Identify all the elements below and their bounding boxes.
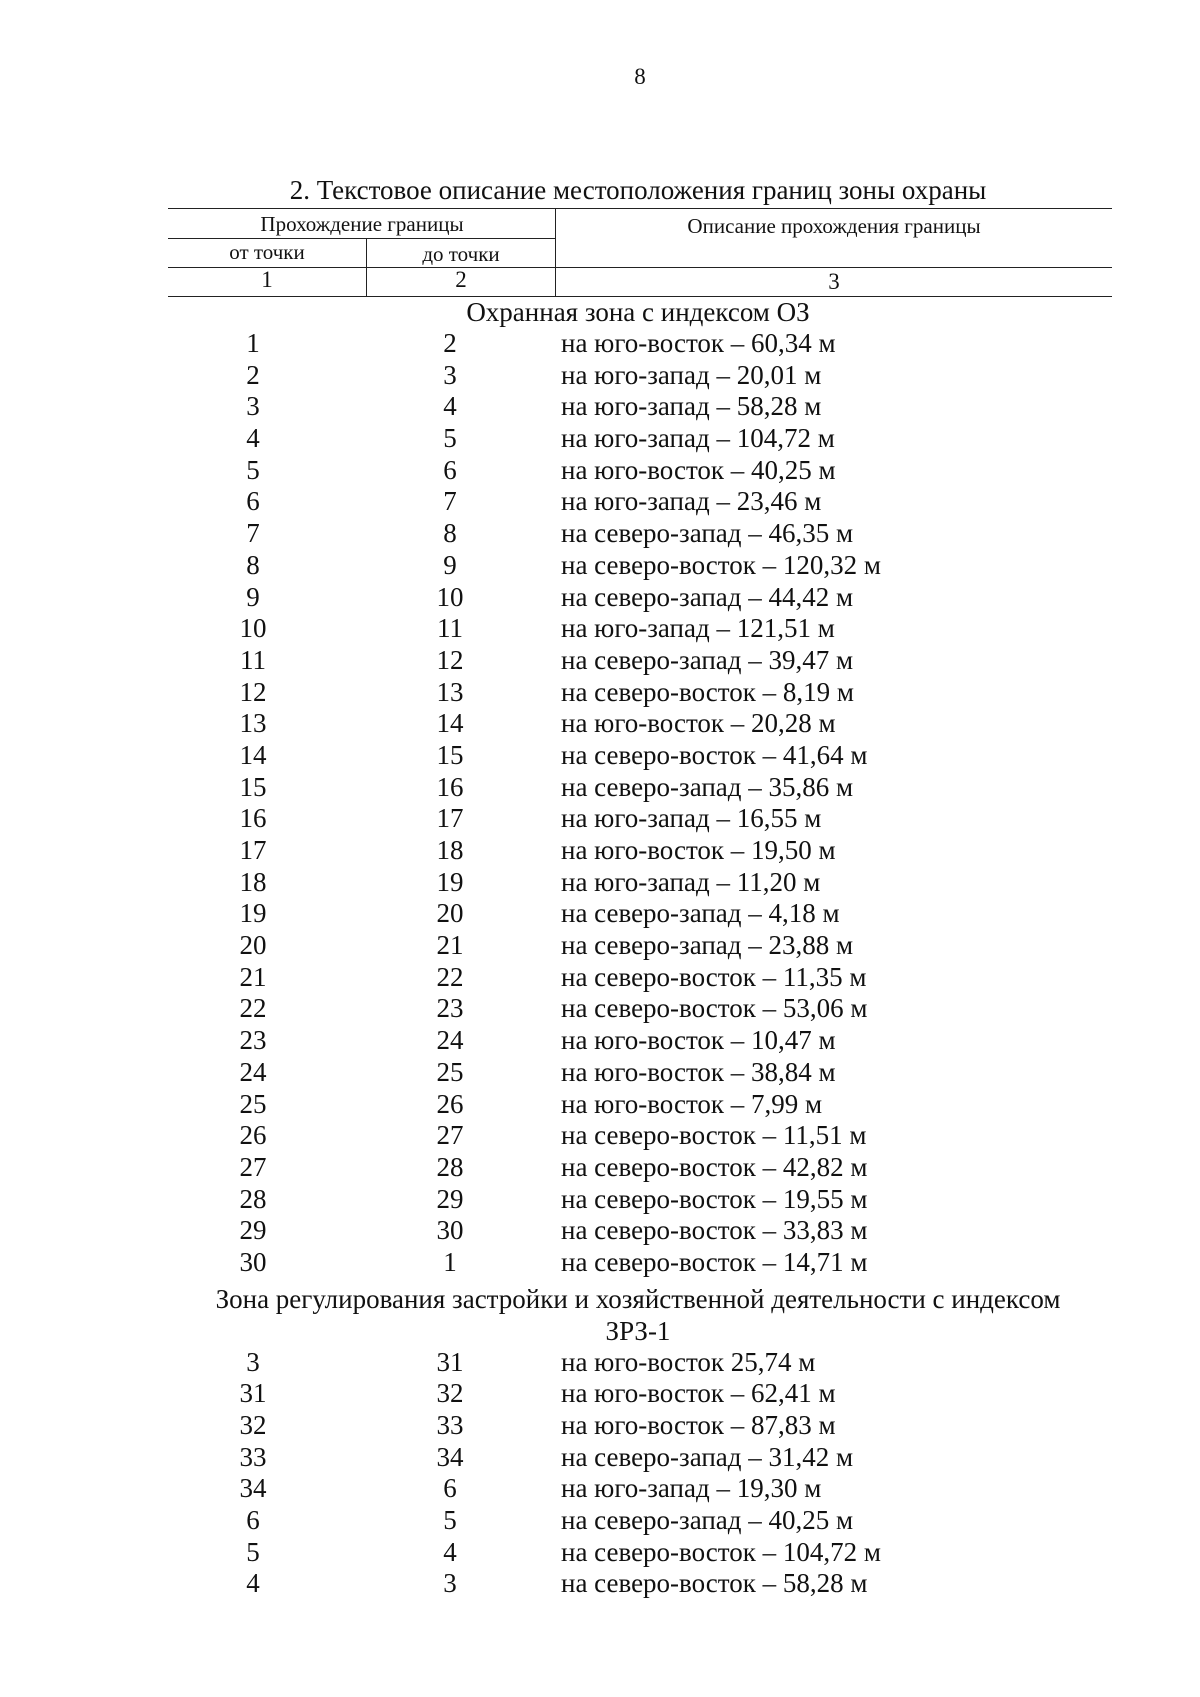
from-point-cell: 34: [239, 1473, 267, 1504]
table-row: [168, 1025, 1108, 1057]
header-to-point: до точки: [422, 242, 500, 266]
table-row: [168, 423, 1108, 455]
to-point-cell: 4: [443, 1536, 457, 1567]
from-point-cell: 29: [239, 1215, 267, 1246]
header-top-rule: [168, 208, 1112, 209]
from-point-cell: 33: [239, 1441, 267, 1472]
table-row: [168, 803, 1108, 835]
from-point-cell: 5: [246, 1536, 260, 1567]
table-row: [168, 328, 1108, 360]
description-cell: на северо-восток – 120,32 м: [561, 549, 881, 580]
header-passage: Прохождение границы: [260, 212, 464, 236]
to-point-cell: 25: [436, 1056, 464, 1087]
from-point-cell: 31: [239, 1378, 267, 1409]
table-row: [168, 962, 1108, 994]
description-cell: на юго-восток – 10,47 м: [561, 1025, 836, 1056]
description-cell: на северо-восток – 53,06 м: [561, 993, 868, 1024]
to-point-cell: 6: [443, 454, 457, 485]
table-row: [168, 898, 1108, 930]
table-row: [168, 1215, 1108, 1247]
to-point-cell: 21: [436, 930, 464, 961]
from-point-cell: 3: [246, 1346, 260, 1377]
description-cell: на юго-восток – 60,34 м: [561, 328, 836, 358]
table-row: [168, 1184, 1108, 1216]
from-point-cell: 23: [239, 1025, 267, 1056]
header-col-num-3: 3: [828, 269, 840, 294]
from-point-cell: 7: [246, 518, 260, 549]
from-point-cell: 28: [239, 1183, 267, 1214]
description-cell: на северо-запад – 31,42 м: [561, 1441, 854, 1472]
zone-oz-rows: [168, 328, 1108, 1279]
description-cell: на северо-восток – 11,51 м: [561, 1120, 867, 1151]
description-cell: на северо-запад – 44,42 м: [561, 581, 854, 612]
from-point-cell: 14: [239, 739, 267, 770]
description-cell: на северо-восток – 41,64 м: [561, 739, 868, 770]
table-row: [168, 645, 1108, 677]
to-point-cell: 20: [436, 898, 464, 929]
description-cell: на юго-запад – 58,28 м: [561, 391, 822, 422]
to-point-cell: 18: [436, 835, 464, 865]
table-row: [168, 455, 1108, 487]
from-point-cell: 24: [239, 1056, 267, 1087]
from-point-cell: 8: [246, 549, 260, 580]
table-row: [168, 1247, 1108, 1279]
table-row: [168, 1505, 1108, 1537]
header-sub-rule: [168, 238, 556, 239]
from-point-cell: 25: [239, 1088, 267, 1119]
from-point-cell: 20: [239, 930, 267, 961]
from-point-cell: 4: [246, 423, 260, 454]
from-point-cell: 6: [246, 486, 260, 517]
zone-title-oz: Охранная зона с индексом ОЗ: [466, 297, 810, 327]
table-row: [168, 582, 1108, 614]
to-point-cell: 16: [436, 771, 464, 802]
table-row: [168, 993, 1108, 1025]
from-point-cell: 27: [239, 1151, 267, 1182]
to-point-cell: 19: [436, 866, 464, 897]
to-point-cell: 2: [443, 328, 457, 358]
to-point-cell: 11: [437, 613, 463, 644]
to-point-cell: 34: [436, 1441, 464, 1472]
description-cell: на юго-запад – 104,72 м: [561, 423, 835, 454]
table-row: [168, 930, 1108, 962]
description-cell: на юго-запад – 23,46 м: [561, 486, 822, 517]
to-point-cell: 27: [436, 1120, 464, 1151]
description-cell: на северо-запад – 39,47 м: [561, 644, 854, 675]
header-col-num-1: 1: [261, 267, 273, 292]
header-col-num-2: 2: [455, 267, 467, 292]
to-point-cell: 3: [443, 1568, 457, 1599]
table-row: [168, 1442, 1108, 1474]
table-row: [168, 867, 1108, 899]
table-row: [168, 518, 1108, 550]
to-point-cell: 30: [436, 1215, 464, 1246]
to-point-cell: 24: [436, 1025, 464, 1056]
to-point-cell: 13: [436, 676, 464, 707]
from-point-cell: 18: [239, 866, 267, 897]
from-point-cell: 13: [239, 708, 267, 739]
description-cell: на северо-запад – 4,18 м: [561, 898, 840, 929]
to-point-cell: 8: [443, 518, 457, 549]
table-row: [168, 360, 1108, 392]
to-point-cell: 10: [436, 581, 464, 612]
from-point-cell: 1: [246, 328, 260, 358]
description-cell: на северо-восток – 33,83 м: [561, 1215, 868, 1246]
description-cell: на юго-запад – 19,30 м: [561, 1473, 822, 1504]
from-point-cell: 19: [239, 898, 267, 929]
description-cell: на юго-запад – 16,55 м: [561, 803, 822, 834]
table-row: [168, 1410, 1108, 1442]
description-cell: на северо-запад – 23,88 м: [561, 930, 854, 961]
from-point-cell: 10: [239, 613, 267, 644]
page-number: 8: [634, 64, 646, 89]
from-point-cell: 5: [246, 454, 260, 485]
from-point-cell: 2: [246, 359, 260, 390]
to-point-cell: 9: [443, 549, 457, 580]
to-point-cell: 26: [436, 1088, 464, 1119]
to-point-cell: 12: [436, 644, 464, 675]
table-row: [168, 1152, 1108, 1184]
table-row: [168, 550, 1108, 582]
zone-title-zrz-line2: ЗРЗ-1: [605, 1315, 671, 1346]
description-cell: на юго-восток – 38,84 м: [561, 1056, 836, 1087]
table-row: [168, 835, 1108, 867]
description-cell: на юго-восток – 7,99 м: [561, 1088, 823, 1119]
from-point-cell: 11: [240, 644, 266, 675]
zone-zrz-rows: [168, 1347, 1108, 1601]
to-point-cell: 5: [443, 1505, 457, 1536]
to-point-cell: 3: [443, 359, 457, 390]
description-cell: на юго-восток – 87,83 м: [561, 1410, 836, 1440]
from-point-cell: 15: [239, 771, 267, 802]
description-cell: на юго-запад – 121,51 м: [561, 613, 835, 644]
description-cell: на северо-восток – 11,35 м: [561, 961, 867, 992]
table-row: [168, 1089, 1108, 1121]
table-row: [168, 613, 1108, 645]
from-point-cell: 21: [239, 961, 267, 992]
table-row: [168, 1568, 1108, 1600]
table-row: [168, 1057, 1108, 1089]
from-point-cell: 12: [239, 676, 267, 707]
description-cell: на юго-восток – 20,28 м: [561, 708, 836, 739]
to-point-cell: 15: [436, 739, 464, 770]
table-row: [168, 708, 1108, 740]
table-row: [168, 1378, 1108, 1410]
description-cell: на юго-запад – 20,01 м: [561, 359, 822, 390]
from-point-cell: 16: [239, 803, 267, 834]
to-point-cell: 22: [436, 961, 464, 992]
to-point-cell: 1: [443, 1246, 457, 1277]
description-cell: на северо-запад – 46,35 м: [561, 518, 854, 549]
to-point-cell: 6: [443, 1473, 457, 1504]
to-point-cell: 23: [436, 993, 464, 1024]
to-point-cell: 29: [436, 1183, 464, 1214]
to-point-cell: 5: [443, 423, 457, 454]
from-point-cell: 26: [239, 1120, 267, 1151]
description-cell: на северо-запад – 35,86 м: [561, 771, 854, 802]
table-row: [168, 1120, 1108, 1152]
to-point-cell: 33: [436, 1410, 464, 1440]
table-row: [168, 772, 1108, 804]
table-row: [168, 1347, 1108, 1379]
from-point-cell: 30: [239, 1246, 267, 1277]
description-cell: на юго-восток – 62,41 м: [561, 1378, 836, 1409]
to-point-cell: 14: [436, 708, 464, 739]
to-point-cell: 28: [436, 1151, 464, 1182]
zone-title-zrz: Зона регулирования застройки и хозяйственной деятельности с индексом: [215, 1283, 1061, 1314]
from-point-cell: 22: [239, 993, 267, 1024]
description-cell: на юго-восток 25,74 м: [561, 1346, 816, 1377]
boundary-table-body: [168, 296, 1108, 1600]
table-row: [168, 391, 1108, 423]
from-point-cell: 32: [239, 1410, 267, 1440]
description-cell: на северо-восток – 42,82 м: [561, 1151, 868, 1182]
to-point-cell: 4: [443, 391, 457, 422]
to-point-cell: 7: [443, 486, 457, 517]
from-point-cell: 6: [246, 1505, 260, 1536]
table-row: [168, 486, 1108, 518]
from-point-cell: 4: [246, 1568, 260, 1599]
description-cell: на северо-запад – 40,25 м: [561, 1505, 854, 1536]
description-cell: на юго-восток – 40,25 м: [561, 454, 836, 485]
table-row: [168, 1473, 1108, 1505]
from-point-cell: 17: [239, 835, 267, 865]
section-heading: 2. Текстовое описание местоположения границ зоны охраны: [289, 175, 987, 205]
from-point-cell: 9: [246, 581, 260, 612]
description-cell: на северо-восток – 58,28 м: [561, 1568, 868, 1599]
to-point-cell: 31: [436, 1346, 464, 1377]
description-cell: на северо-восток – 8,19 м: [561, 676, 854, 707]
table-row: [168, 677, 1108, 709]
description-cell: на юго-восток – 19,50 м: [561, 835, 836, 865]
description-cell: на северо-восток – 104,72 м: [561, 1536, 881, 1567]
header-description: Описание прохождения границы: [687, 214, 981, 238]
from-point-cell: 3: [246, 391, 260, 422]
to-point-cell: 17: [436, 803, 464, 834]
header-from-point: от точки: [229, 240, 305, 264]
table-row: [168, 740, 1108, 772]
to-point-cell: 32: [436, 1378, 464, 1409]
description-cell: на северо-восток – 19,55 м: [561, 1183, 868, 1214]
description-cell: на юго-запад – 11,20 м: [561, 866, 821, 897]
table-row: [168, 1537, 1108, 1569]
description-cell: на северо-восток – 14,71 м: [561, 1246, 868, 1277]
